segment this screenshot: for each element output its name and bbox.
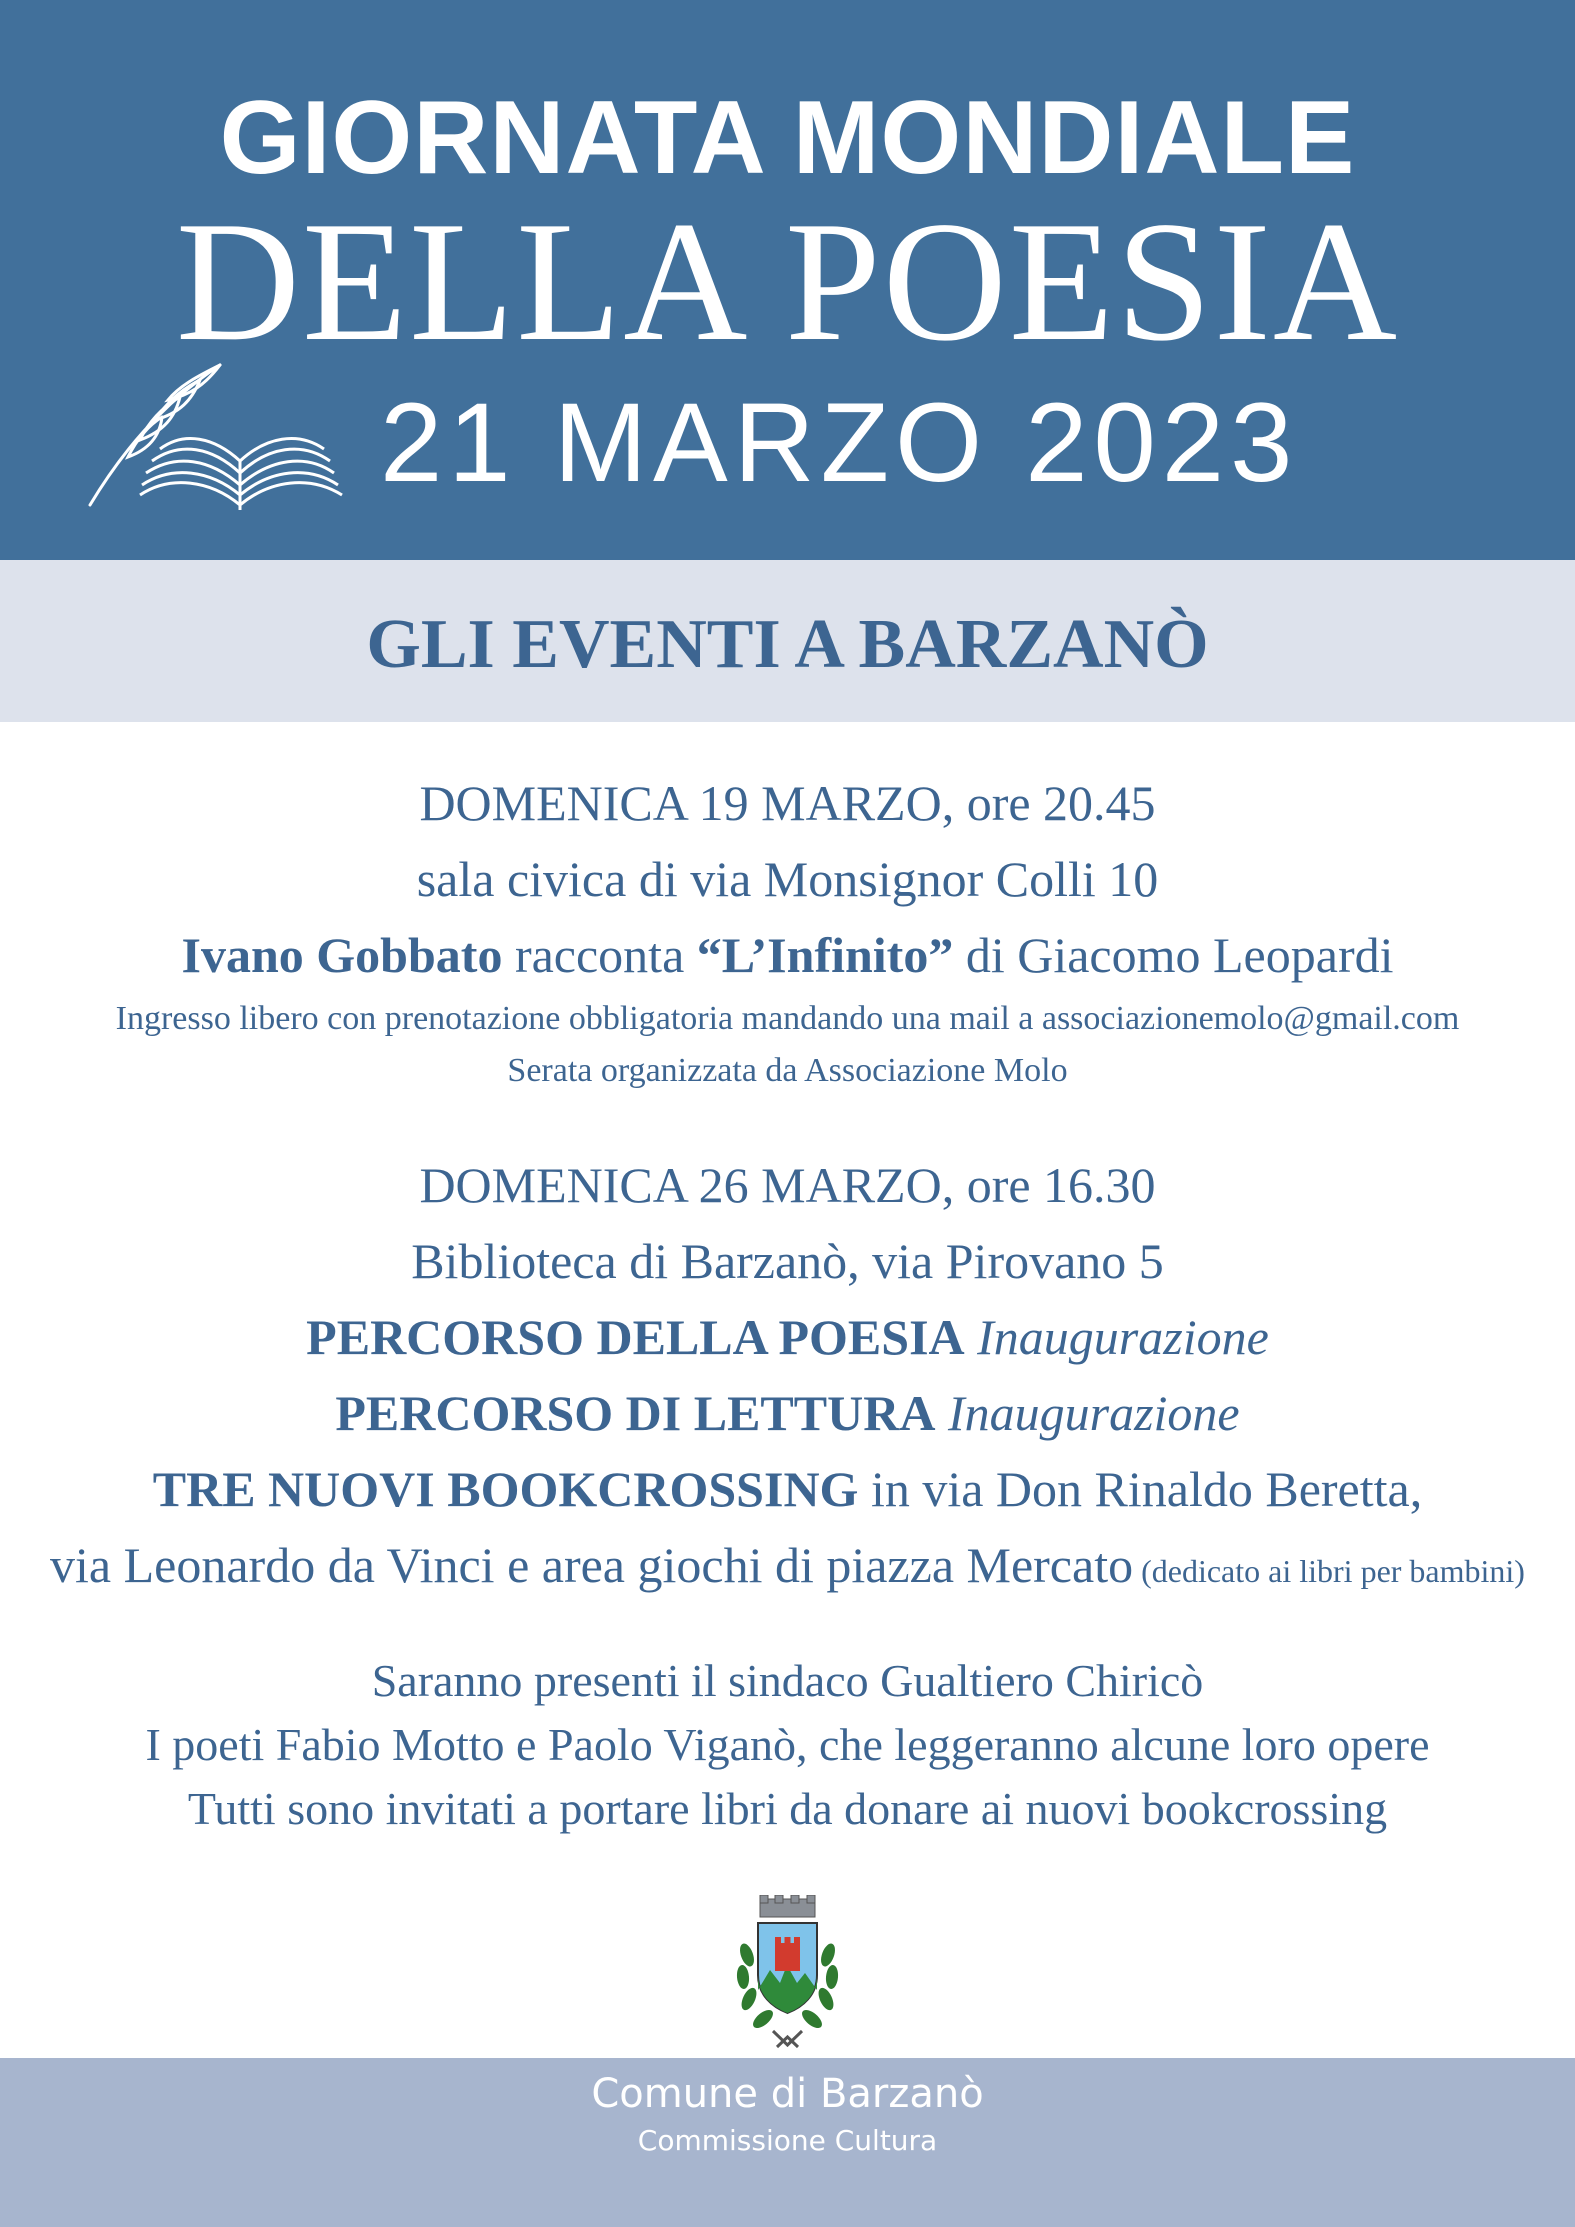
footer-department: Commissione Cultura bbox=[637, 2124, 938, 2157]
event-2-item-1-label: Inaugurazione bbox=[964, 1309, 1269, 1365]
title-line-1: GIORNATA MONDIALE bbox=[219, 80, 1356, 196]
event-2-item-1-title: PERCORSO DELLA POESIA bbox=[306, 1309, 965, 1365]
event-2-item-3-title: TRE NUOVI BOOKCROSSING bbox=[152, 1461, 859, 1517]
event-1 bbox=[0, 765, 1575, 1097]
event-1-date: DOMENICA 19 MARZO, ore 20.45 bbox=[419, 775, 1156, 831]
event-2-item-2 bbox=[0, 1375, 1575, 1451]
event-2-place: Biblioteca di Barzanò, via Pirovano 5 bbox=[411, 1233, 1164, 1289]
event-2-item-2-label: Inaugurazione bbox=[935, 1385, 1240, 1441]
title-date: 21 MARZO 2023 bbox=[380, 380, 1299, 505]
event-1-author: di Giacomo Leopardi bbox=[953, 927, 1394, 983]
subtitle: GLI EVENTI A BARZANÒ bbox=[366, 606, 1209, 683]
event-1-note: Ingresso libero con prenotazione obbligatoria mandando una mail a associazionemolo@gmail.com bbox=[115, 1000, 1460, 1037]
event-2-item-2-title: PERCORSO DI LETTURA bbox=[335, 1385, 936, 1441]
event-2-item-3 bbox=[0, 1451, 1575, 1527]
event-2-item-3-rest: in via Don Rinaldo Beretta, bbox=[858, 1461, 1423, 1517]
event-1-performer: Ivano Gobbato bbox=[181, 927, 503, 983]
event-2-date: DOMENICA 26 MARZO, ore 16.30 bbox=[419, 1157, 1156, 1213]
closing-notes bbox=[0, 1649, 1575, 1841]
event-2-item-4-note: (dedicato ai libri per bambini) bbox=[1133, 1553, 1525, 1589]
event-2-item-1 bbox=[0, 1299, 1575, 1375]
event-2 bbox=[0, 1147, 1575, 1609]
closing-line-3: Tutti sono invitati a portare libri da donare ai nuovi bookcrossing bbox=[187, 1783, 1388, 1834]
title-line-2: DELLA POESIA bbox=[175, 187, 1400, 377]
closing-line-2: I poeti Fabio Motto e Paolo Viganò, che leggeranno alcune loro opere bbox=[145, 1719, 1430, 1770]
event-2-item-4-text: via Leonardo da Vinci e area giochi di piazza Mercato bbox=[50, 1537, 1134, 1593]
quill-book-icon bbox=[80, 345, 360, 515]
coat-of-arms-icon bbox=[725, 1895, 850, 2055]
closing-line-1: Saranno presenti il sindaco Gualtiero Chiricò bbox=[371, 1655, 1204, 1706]
event-1-organizer: Serata organizzata da Associazione Molo bbox=[507, 1052, 1068, 1089]
event-1-title bbox=[0, 917, 1575, 993]
event-2-item-4 bbox=[0, 1527, 1575, 1609]
event-1-verb: racconta bbox=[502, 927, 697, 983]
event-1-work: “L’Infinito” bbox=[696, 927, 954, 983]
event-1-place: sala civica di via Monsignor Colli 10 bbox=[416, 851, 1159, 907]
footer-organization: Comune di Barzanò bbox=[591, 2071, 984, 2117]
